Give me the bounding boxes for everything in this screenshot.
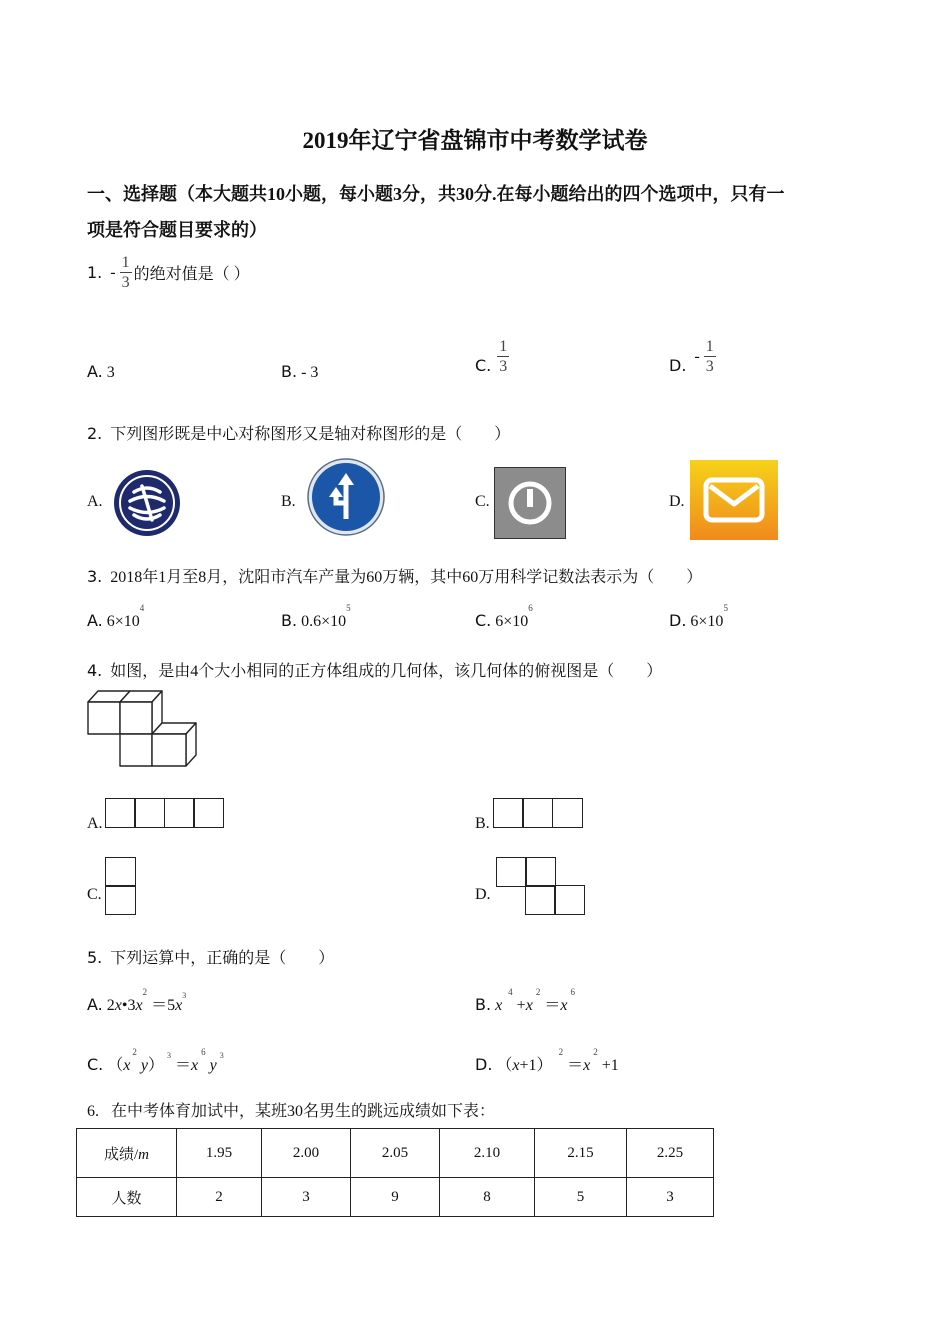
expr-part: •3 (121, 997, 136, 1014)
var-x: x (114, 997, 122, 1014)
table-cell: 3 (262, 1178, 351, 1217)
option-d[interactable] (669, 337, 716, 376)
option-d-label: D. (475, 886, 491, 903)
grid-cell (554, 885, 585, 915)
table-cell: 2.10 (440, 1129, 535, 1178)
unit-text: m (138, 1146, 149, 1163)
option-label: D. (475, 1055, 493, 1074)
traffic-sign-icon[interactable] (306, 457, 386, 537)
expr-part: ＝ (567, 1057, 584, 1074)
question-number: 1. (87, 263, 103, 282)
option-label: C. (475, 611, 492, 630)
option-value: 6×10 (106, 613, 140, 630)
top-view-option-a[interactable] (106, 798, 224, 828)
option-a-label: A. (87, 815, 103, 832)
var-x: x (525, 997, 533, 1014)
table-cell: 1.95 (177, 1129, 262, 1178)
grid-cell (496, 857, 527, 887)
exponent: 3 (182, 991, 187, 1000)
question-2 (87, 421, 510, 444)
table-header-cell (77, 1129, 177, 1178)
exponent: 2 (132, 1047, 137, 1057)
option-d-label: D. (669, 493, 685, 510)
exponent: 3 (219, 1051, 224, 1060)
option-a[interactable] (87, 987, 187, 1015)
grid-cell (493, 798, 524, 828)
question-number: 2. (87, 424, 103, 443)
table-cell: 2.05 (351, 1129, 440, 1178)
expr-part: +1） (519, 1057, 553, 1074)
grid-cell (105, 798, 136, 828)
option-label: A. (87, 611, 103, 630)
option-label: A. (87, 995, 103, 1014)
option-b[interactable] (475, 987, 575, 1015)
option-value: 6×10 (495, 613, 529, 630)
question-text: 下列图形既是中心对称图形又是轴对称图形的是（ ） (110, 426, 511, 443)
expr-part: （ (496, 1057, 513, 1074)
table-cell: 2 (177, 1178, 262, 1217)
expr-part: （ (107, 1057, 124, 1074)
fraction-numerator: 1 (499, 338, 508, 355)
option-c-label: C. (475, 493, 490, 510)
grid-cell (525, 885, 556, 915)
question-number: 6. (87, 1103, 99, 1120)
option-c[interactable] (475, 337, 509, 376)
option-label: A. (87, 362, 103, 381)
expr-part: ） (148, 1057, 165, 1074)
question-1 (87, 253, 250, 292)
mail-icon[interactable] (690, 460, 778, 540)
var-x: x (495, 997, 503, 1014)
option-label: B. (281, 611, 298, 630)
question-text: 在中考体育加试中，某班30名男生的跳远成绩如下表： (111, 1103, 496, 1120)
table-cell: 2.00 (262, 1129, 351, 1178)
var-y: y (209, 1057, 217, 1074)
question-number: 5. (87, 948, 103, 967)
option-c-label: C. (87, 886, 102, 903)
var-x: x (123, 1057, 131, 1074)
option-b-label: B. (475, 815, 490, 832)
question-6 (87, 1098, 495, 1121)
grid-cell (105, 885, 136, 915)
question-3 (87, 564, 702, 587)
page-title: 2019年辽宁省盘锦市中考数学试卷 (302, 128, 648, 153)
minus-sign: - (110, 263, 116, 281)
exponent: 2 (142, 987, 148, 997)
question-number: 3. (87, 567, 103, 586)
question-4 (87, 658, 662, 681)
expr-part: ＝5 (151, 997, 176, 1014)
cube-solid-figure (86, 688, 200, 770)
grid-cell (134, 798, 165, 828)
table-row (77, 1129, 714, 1178)
option-a-label: A. (87, 493, 103, 510)
exponent: 6 (201, 1047, 206, 1057)
option-label: B. (475, 995, 492, 1014)
fraction-one-third (497, 337, 509, 376)
table-cell: 5 (535, 1178, 627, 1217)
option-label: B. (281, 362, 298, 381)
option-label: D. (669, 611, 687, 630)
china-mobile-logo-icon[interactable] (112, 468, 182, 538)
var-y: y (140, 1057, 148, 1074)
grid-cell (522, 798, 553, 828)
option-value: 3 (106, 364, 115, 381)
option-value: - 3 (301, 364, 319, 381)
question-text: 2018年1月至8月，沈阳市汽车产量为60万辆，其中60万用科学记数法表示为（ ） (110, 569, 703, 586)
header-text: 成绩/ (103, 1146, 139, 1163)
fraction-denominator: 3 (499, 358, 508, 375)
question-text: 的绝对值是（ ） (133, 266, 250, 283)
expr-part: 2 (106, 997, 115, 1014)
option-a[interactable] (87, 603, 145, 631)
grid-cell (164, 798, 195, 828)
var-x: x (560, 997, 568, 1014)
table-header-cell: 人数 (77, 1178, 177, 1217)
fraction-numerator: 1 (121, 254, 130, 271)
option-b[interactable] (281, 603, 351, 631)
grid-cell (193, 798, 224, 828)
option-label: D. (669, 356, 687, 375)
var-x: x (583, 1057, 591, 1074)
exponent: 6 (528, 603, 533, 613)
score-table (76, 1128, 714, 1217)
exponent: 4 (139, 603, 145, 613)
fraction-one-third (704, 337, 716, 376)
table-cell: 3 (627, 1178, 714, 1217)
option-b[interactable] (281, 362, 318, 382)
table-cell: 2.25 (627, 1129, 714, 1178)
option-b-label: B. (281, 493, 296, 510)
question-text: 下列运算中，正确的是（ ） (110, 950, 335, 967)
exponent: 6 (570, 987, 575, 997)
var-x: x (135, 997, 143, 1014)
option-a[interactable] (87, 362, 115, 382)
table-cell: 9 (351, 1178, 440, 1217)
exponent: 5 (346, 603, 351, 613)
option-label: C. (475, 356, 492, 375)
section-heading-line1: 一、选择题（本大题共10小题，每小题3分，共30分.在每小题给出的四个选项中，只有一 (87, 184, 785, 204)
table-row (77, 1178, 714, 1217)
table-cell: 2.15 (535, 1129, 627, 1178)
option-d[interactable] (475, 1047, 619, 1075)
minus-sign: - (694, 347, 700, 365)
section-heading-line2: 项是符合题目要求的） (87, 220, 267, 240)
question-text: 如图，是由4个大小相同的正方体组成的几何体，该几何体的俯视图是（ ） (110, 663, 663, 680)
option-c[interactable] (87, 1047, 224, 1075)
exponent: 5 (723, 603, 728, 613)
exponent: 4 (508, 987, 513, 997)
option-value: 6×10 (690, 613, 724, 630)
top-view-option-b[interactable] (494, 798, 583, 828)
grid-cell (525, 857, 556, 887)
option-label: C. (87, 1055, 104, 1074)
expr-part: +1 (601, 1057, 619, 1074)
exponent: 2 (535, 987, 541, 997)
grid-cell (552, 798, 583, 828)
exponent: 3 (167, 1051, 172, 1060)
var-x: x (512, 1057, 520, 1074)
expr-part: + (516, 997, 526, 1014)
power-button-icon[interactable] (494, 467, 566, 539)
fraction-one-third (120, 253, 132, 292)
var-x: x (175, 997, 183, 1014)
expr-part: ＝ (175, 1057, 192, 1074)
exponent: 2 (593, 1047, 598, 1057)
fraction-denominator: 3 (705, 358, 714, 375)
question-5 (87, 945, 334, 968)
expr-part: ＝ (544, 997, 561, 1014)
grid-cell (105, 857, 136, 887)
exponent: 2 (558, 1047, 564, 1057)
fraction-denominator: 3 (121, 274, 130, 291)
option-d[interactable] (669, 603, 728, 631)
option-value: 0.6×10 (301, 613, 347, 630)
var-x: x (191, 1057, 199, 1074)
question-number: 4. (87, 661, 103, 680)
option-c[interactable] (475, 603, 533, 631)
table-cell: 8 (440, 1178, 535, 1217)
fraction-numerator: 1 (705, 338, 714, 355)
